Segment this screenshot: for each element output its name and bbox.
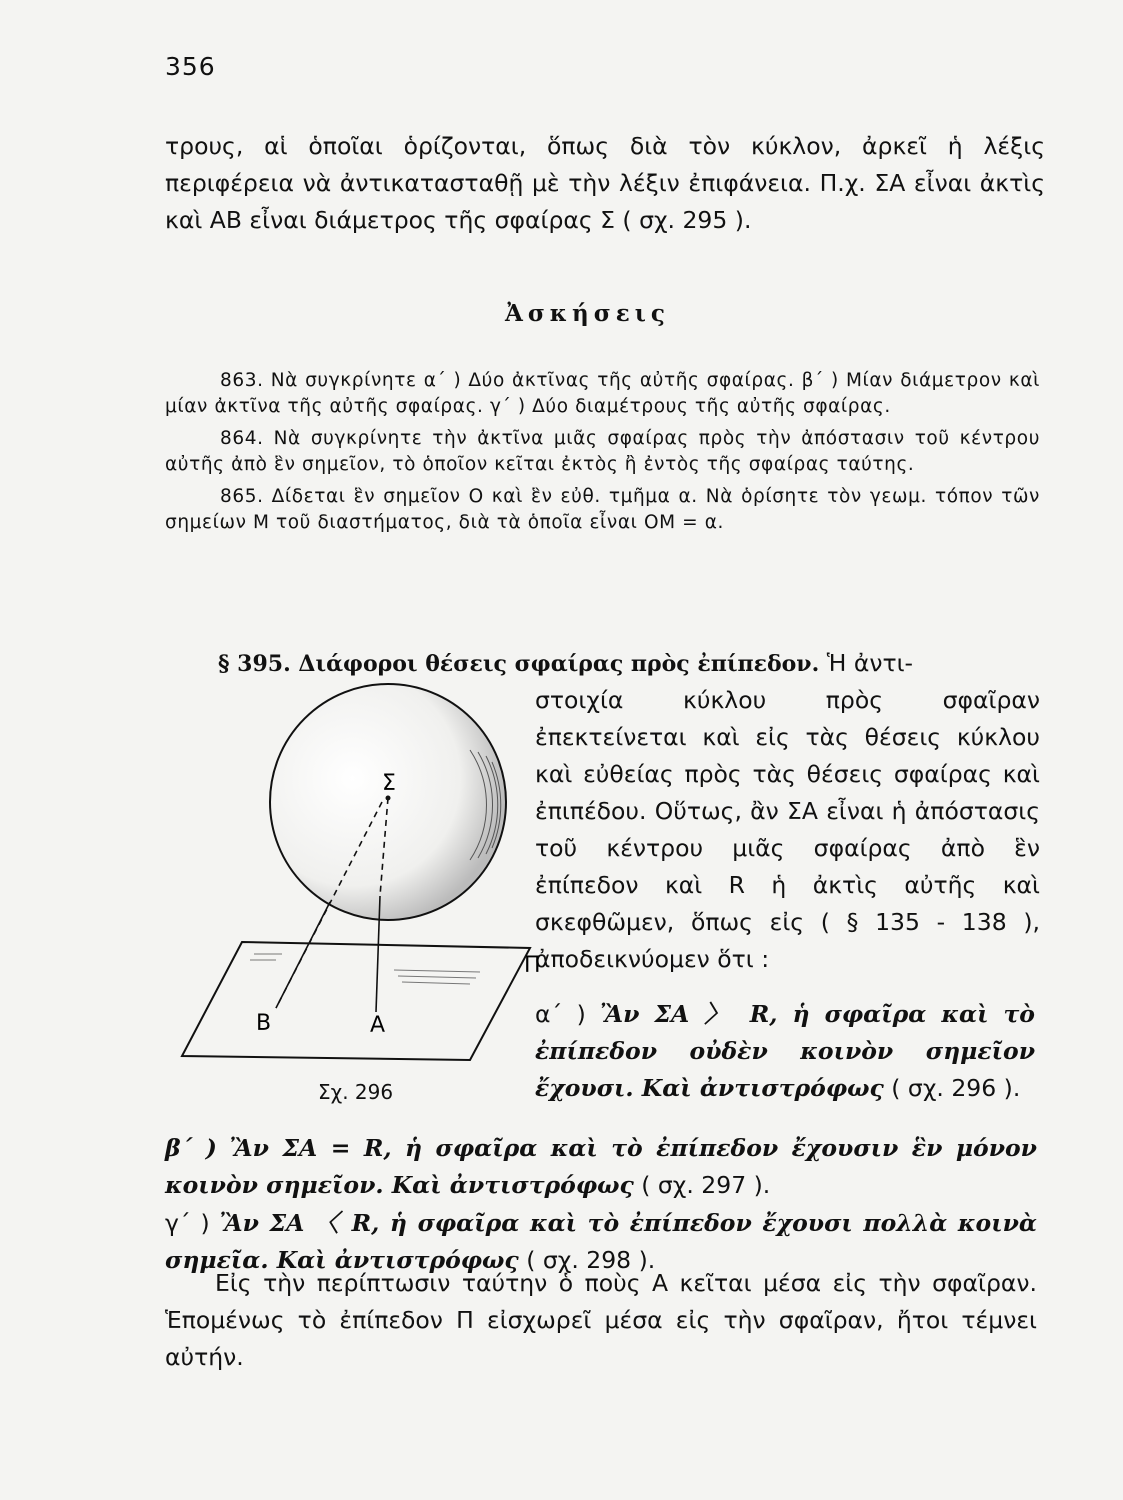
case-a-ref: ( σχ. 296 ). xyxy=(891,1074,1021,1102)
section-body: στοιχία κύκλου πρὸς σφαῖραν ἐπεκτείνεται καὶ εἰς τὰς θέσεις κύκλου καὶ εὐθείας πρὸς τὰς θέσεις σφαίρας καὶ ἐπιπέδου. Οὕτως, ἂν ΣΑ εἶναι ἡ ἀπόστασις τοῦ κέντρου μιᾶς σφαίρας ἀπὸ ἓν ἐπίπεδον καὶ R ἡ ἀκτὶς αὐτῆς καὶ σκεφθῶμεν, ὅπως εἰς ( § 135 - 138 ), ἀποδεικνύομεν ὅτι : xyxy=(535,686,1040,973)
final-paragraph: Εἰς τὴν περίπτωσιν ταύτην ὁ ποὺς Α κεῖται μέσα εἰς τὴν σφαῖραν. Ἑπομένως τὸ ἐπίπεδον Π εἰσχωρεῖ μέσα εἰς τὴν σφαῖραν, ἤτοι τέμνει αὐτήν. xyxy=(165,1269,1037,1371)
case-a xyxy=(535,996,1035,1107)
intro-paragraph: τρους, αἱ ὁποῖαι ὁρίζονται, ὅπως διὰ τὸν κύκλον, ἀρκεῖ ἡ λέξις περιφέρεια νὰ ἀντικατασταθῇ μὲ τὴν λέξιν ἐπιφάνεια. Π.χ. ΣΑ εἶναι ἀκτὶς καὶ ΑΒ εἶναι διάμετρος τῆς σφαίρας Σ ( σχ. 295 ). xyxy=(165,132,1045,234)
label-sigma: Σ xyxy=(382,771,396,796)
section-title: § 395. Διάφοροι θέσεις σφαίρας πρὸς ἐπίπεδον. xyxy=(218,651,820,677)
center-point xyxy=(386,796,391,801)
exercise-864: 864. Νὰ συγκρίνητε τὴν ἀκτῖνα μιᾶς σφαίρας πρὸς τὴν ἀπόστασιν τοῦ κέντρου αὐτῆς ἀπὸ ἓν σημεῖον, τὸ ὁποῖον κεῖται ἐκτὸς ἢ ἐντὸς τῆς σφαίρας ταύτης. xyxy=(165,428,1040,475)
case-b xyxy=(165,1130,1037,1204)
exercises-heading: Ἀσκήσεις xyxy=(505,300,670,327)
section-heading-line xyxy=(218,645,1040,683)
B-line-solid xyxy=(276,902,330,1008)
case-b-ref: ( σχ. 297 ). xyxy=(641,1171,771,1199)
figure-caption: Σχ. 296 xyxy=(318,1080,394,1104)
case-b-label: β΄ ) xyxy=(165,1134,217,1162)
page-number: 356 xyxy=(165,52,216,81)
section-lead: Ἡ ἀντι- xyxy=(826,649,914,677)
exercise-865: 865. Δίδεται ἓν σημεῖον Ο καὶ ἓν εὐθ. τμῆμα α. Νὰ ὁρίσητε τὸν γεωμ. τόπον τῶν σημείων Μ τοῦ διαστήματος, διὰ τὰ ὁποῖα εἶναι ΟΜ = α. xyxy=(165,486,1040,533)
label-Pi: Π xyxy=(524,953,541,978)
case-a-text: Ἂν ΣΑ 〉 R, ἡ σφαῖρα καὶ τὸ ἐπίπεδον οὐδὲν κοινὸν σημεῖον ἔχουσι. Καὶ ἀντιστρόφως xyxy=(535,1000,1035,1102)
label-A: Α xyxy=(370,1013,386,1038)
case-c-label: γ΄ ) xyxy=(165,1209,210,1237)
case-c-ref: ( σχ. 298 ). xyxy=(526,1246,656,1274)
label-B: Β xyxy=(256,1011,272,1036)
figure-296 xyxy=(170,690,541,1120)
case-c-text: Ἂν ΣΑ 〈 R, ἡ σφαῖρα καὶ τὸ ἐπίπεδον ἔχουσι πολλὰ κοινὰ σημεῖα. Καὶ ἀντιστρόφως xyxy=(165,1209,1037,1274)
case-a-label: α΄ ) xyxy=(535,1000,586,1028)
plane-pi xyxy=(182,942,530,1060)
exercises-list xyxy=(165,368,1040,542)
case-b-text: Ἂν ΣΑ = R, ἡ σφαῖρα καὶ τὸ ἐπίπεδον ἔχουσιν ἓν μόνον κοινὸν σημεῖον. Καὶ ἀντιστρόφως xyxy=(165,1134,1037,1199)
exercise-863: 863. Νὰ συγκρίνητε α΄ ) Δύο ἀκτῖνας τῆς αὐτῆς σφαίρας. β΄ ) Μίαν διάμετρον καὶ μίαν ἀκτῖνα τῆς αὐτῆς σφαίρας. γ΄ ) Δύο διαμέτρους τῆς αὐτῆς σφαίρας. xyxy=(165,370,1040,417)
plane-shading xyxy=(250,954,480,984)
